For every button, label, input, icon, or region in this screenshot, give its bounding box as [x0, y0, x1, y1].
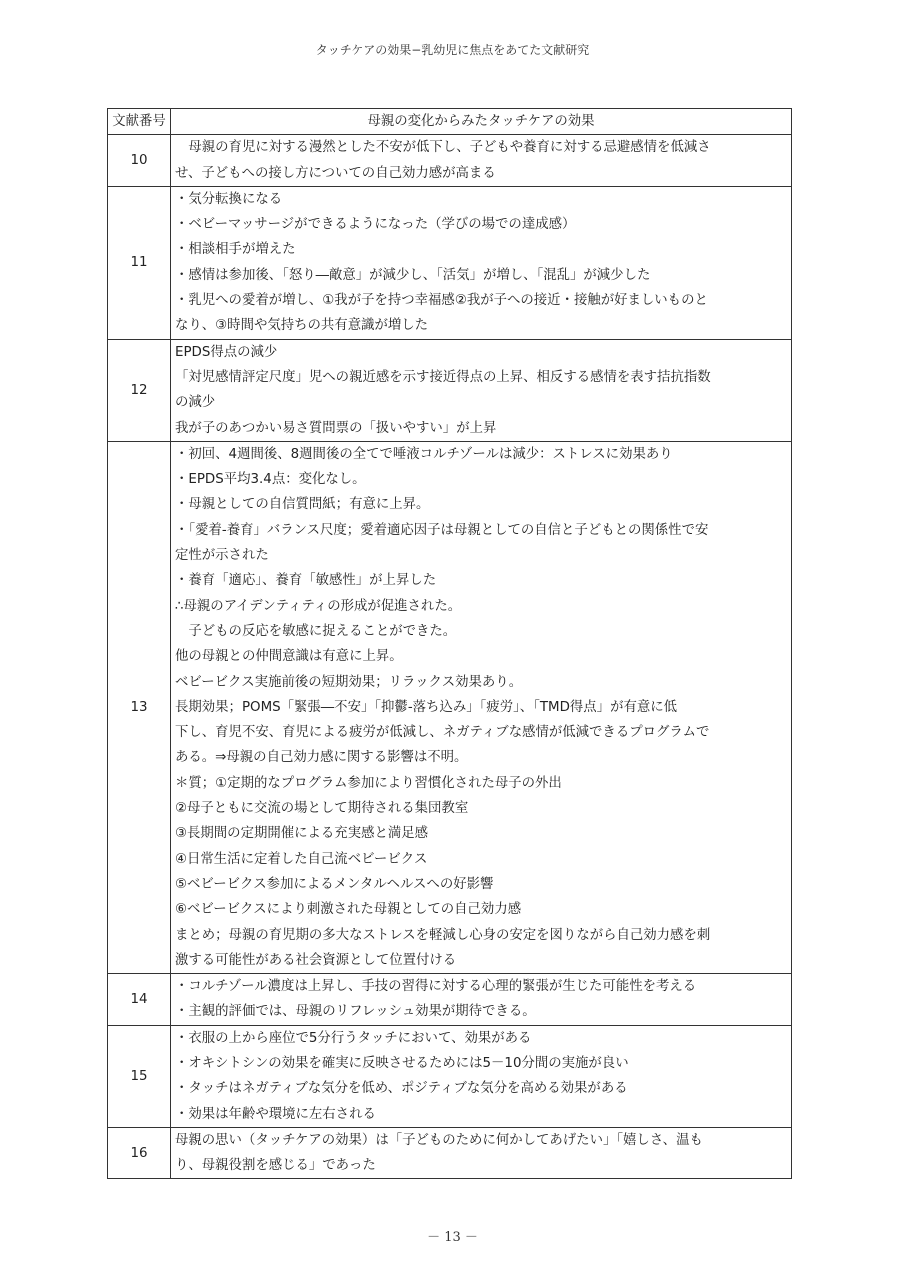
table-row [108, 135, 792, 187]
description-line: ・初回、4週間後、8週間後の全てで唾液コルチゾールは減少：ストレスに効果あり [175, 446, 673, 462]
description-line: なり、③時間や気持ちの共有意識が増した [175, 318, 429, 334]
description-line: ・乳児への愛着が増し、①我が子を持つ幸福感②我が子への接近・接触が好ましいものと [175, 293, 708, 309]
table-row [108, 1025, 792, 1127]
description-line: せ、子どもへの接し方についての自己効力感が高まる [175, 165, 496, 181]
effects-table [107, 108, 792, 1179]
effect-description [171, 441, 792, 973]
description-line: 他の母親との仲間意識は有意に上昇。 [175, 649, 403, 665]
description-line: 激する可能性がある社会資源として位置付ける [175, 952, 457, 968]
description-line: ・効果は年齢や環境に左右される [175, 1106, 376, 1122]
description-line: 下し、育児不安、育児による疲労が低減し、ネガティブな感情が低減できるプログラムで [175, 725, 710, 741]
table-row [108, 441, 792, 973]
effect-description [171, 339, 792, 441]
table-row [108, 974, 792, 1026]
description-line: ⑤ベビービクス参加によるメンタルヘルスへの好影響 [175, 876, 494, 892]
table-body [108, 135, 792, 1179]
description-line: ベビービクス実施前後の短期効果；リラックス効果あり。 [175, 674, 523, 690]
column-header-number: 文献番号 [108, 109, 171, 135]
description-line: ・気分転換になる [175, 191, 283, 207]
description-line: ∴母親のアイデンティティの形成が促進された。 [175, 598, 462, 614]
table-header-row [108, 109, 792, 135]
description-line: ・相談相手が増えた [175, 242, 296, 258]
description-line: ④日常生活に定着した自己流ベビービクス [175, 851, 428, 867]
effect-description [171, 1025, 792, 1127]
description-line: の減少 [175, 395, 216, 411]
page-number: － 13 － [427, 1230, 478, 1245]
description-line: ・主観的評価では、母親のリフレッシュ効果が期待できる。 [175, 1004, 536, 1020]
description-line: ある。⇒母親の自己効力感に関する影響は不明。 [175, 750, 468, 766]
table-row [108, 1127, 792, 1179]
description-line: ・EPDS平均3.4点：変化なし。 [175, 472, 366, 488]
description-line: ・コルチゾール濃度は上昇し、手技の習得に対する心理的緊張が生じた可能性を考える [175, 979, 697, 995]
column-header-effects: 母親の変化からみたタッチケアの効果 [171, 109, 792, 135]
description-line: ②母子ともに交流の場として期待される集団教室 [175, 801, 469, 817]
description-line: 定性が示された [175, 548, 269, 564]
description-line: 我が子のあつかい易さ質問票の「扱いやすい」が上昇 [175, 420, 497, 436]
description-line: 母親の育児に対する漫然とした不安が低下し、子どもや養育に対する忌避感情を低減さ [175, 140, 711, 156]
table-row [108, 339, 792, 441]
description-line: ・養育「適応」、養育「敏感性」が上昇した [175, 573, 437, 589]
description-line: ＊質；①定期的なプログラム参加により習慣化された母子の外出 [175, 775, 562, 791]
description-line: ・「愛着-養育」バランス尺度；愛着適応因子は母親としての自信と子どもとの関係性で安 [175, 522, 709, 538]
reference-number: 12 [108, 339, 171, 441]
effect-description [171, 186, 792, 339]
description-line: ・母親としての自信質問紙；有意に上昇。 [175, 497, 430, 513]
description-line: まとめ；母親の育児期の多大なストレスを軽減し心身の安定を図りながら自己効力感を刺 [175, 927, 711, 943]
description-line: ・衣服の上から座位で5分行うタッチにおいて、効果がある [175, 1030, 532, 1046]
running-header: タッチケアの効果−乳幼児に焦点をあてた文献研究 [315, 43, 590, 57]
reference-number: 15 [108, 1025, 171, 1127]
reference-number: 14 [108, 974, 171, 1026]
description-line: ⑥ベビービクスにより刺激された母親としての自己効力感 [175, 902, 522, 918]
effect-description [171, 135, 792, 187]
description-line: ・オキシトシンの効果を確実に反映させるためには5－10分間の実施が良い [175, 1055, 629, 1071]
description-line: ・タッチはネガティブな気分を低め、ポジティブな気分を高める効果がある [175, 1081, 628, 1097]
description-line: 母親の思い（タッチケアの効果）は「子どものために何かしてあげたい」「嬉しさ、温も [175, 1132, 703, 1148]
description-line: ・感情は参加後、「怒り―敵意」が減少し、「活気」が増し、「混乱」が減少した [175, 267, 651, 283]
table-row [108, 186, 792, 339]
description-line: 長期効果；POMS「緊張―不安」「抑鬱-落ち込み」「疲労」、「TMD得点」が有意に低 [175, 699, 678, 715]
description-line: ③長期間の定期開催による充実感と満足感 [175, 826, 429, 842]
reference-number: 16 [108, 1127, 171, 1179]
description-line: 「対児感情評定尺度」児への親近感を示す接近得点の上昇、相反する感情を表す拮抗指数 [175, 369, 711, 385]
description-line: 子どもの反応を敏感に捉えることができた。 [175, 623, 457, 639]
effect-description [171, 1127, 792, 1179]
reference-number: 11 [108, 186, 171, 339]
reference-number: 10 [108, 135, 171, 187]
description-line: EPDS得点の減少 [175, 344, 278, 360]
description-line: ・ベビーマッサージができるようになった（学びの場での達成感） [175, 217, 576, 233]
description-line: り、母親役割を感じる」であった [175, 1158, 376, 1174]
effect-description [171, 974, 792, 1026]
reference-number: 13 [108, 441, 171, 973]
